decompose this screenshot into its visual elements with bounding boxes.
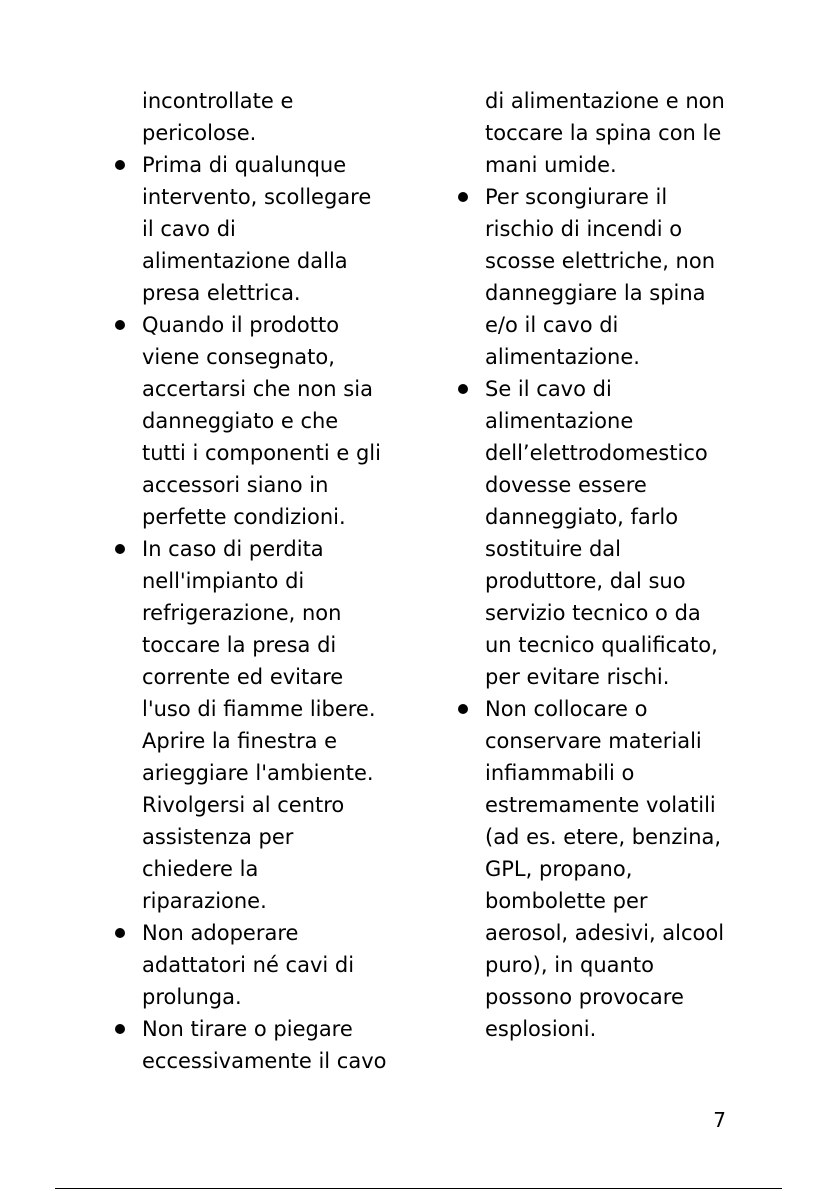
text-line [110, 629, 400, 661]
bullet-line [453, 373, 743, 405]
line-text: (ad es. etere, benzina, [485, 825, 722, 849]
line-text: Non collocare o [485, 697, 648, 721]
line-text: conservare materiali [485, 729, 702, 753]
line-text: dell’elettrodomestico [485, 441, 708, 465]
line-text: produttore, dal suo [485, 569, 686, 593]
text-line [453, 1013, 743, 1045]
line-text: GPL, propano, [485, 857, 633, 881]
bullet-line [453, 181, 743, 213]
left-column [110, 85, 400, 1077]
bullet-line [110, 149, 400, 181]
text-line [453, 629, 743, 661]
line-text: infiammabili o [485, 761, 635, 785]
text-line [110, 1045, 400, 1077]
line-text: rischio di incendi o [485, 217, 683, 241]
text-line [110, 277, 400, 309]
text-line [453, 437, 743, 469]
text-line [453, 661, 743, 693]
line-text: Prima di qualunque [142, 153, 347, 177]
text-line [110, 661, 400, 693]
line-text: possono provocare [485, 985, 684, 1009]
text-line [453, 789, 743, 821]
line-text: accessori siano in [142, 473, 329, 497]
line-text: perfette condizioni. [142, 505, 346, 529]
bullet-icon [115, 320, 125, 330]
text-line [110, 821, 400, 853]
line-text: arieggiare l'ambiente. [142, 761, 374, 785]
text-line [453, 981, 743, 1013]
bullet-icon [458, 384, 468, 394]
text-line [453, 309, 743, 341]
line-text: esplosioni. [485, 1017, 597, 1041]
line-text: incontrollate e [142, 89, 294, 113]
line-text: danneggiato e che [142, 409, 339, 433]
text-line [110, 437, 400, 469]
text-line [453, 533, 743, 565]
line-text: mani umide. [485, 153, 617, 177]
bullet-icon [458, 704, 468, 714]
text-line [110, 117, 400, 149]
line-text: per evitare rischi. [485, 665, 670, 689]
text-line [453, 949, 743, 981]
footer-divider [55, 1188, 782, 1189]
line-text: Per scongiurare il [485, 185, 668, 209]
bullet-line [110, 917, 400, 949]
line-text: prolunga. [142, 985, 242, 1009]
text-line [453, 853, 743, 885]
text-line [453, 245, 743, 277]
bullet-line [110, 1013, 400, 1045]
line-text: alimentazione [485, 409, 634, 433]
text-line [453, 821, 743, 853]
line-text: accertarsi che non sia [142, 377, 373, 401]
text-line [110, 789, 400, 821]
bullet-icon [115, 928, 125, 938]
line-text: refrigerazione, non [142, 601, 342, 625]
line-text: Non adoperare [142, 921, 299, 945]
line-text: chiedere la [142, 857, 259, 881]
text-line [453, 597, 743, 629]
line-text: adattatori né cavi di [142, 953, 355, 977]
line-text: In caso di perdita [142, 537, 324, 561]
line-text: di alimentazione e non [485, 89, 725, 113]
text-line [110, 213, 400, 245]
text-line [453, 213, 743, 245]
text-line [453, 917, 743, 949]
line-text: tutti i componenti e gli [142, 441, 381, 465]
line-text: viene consegnato, [142, 345, 335, 369]
text-line [453, 85, 743, 117]
text-line [110, 981, 400, 1013]
line-text: danneggiato, farlo [485, 505, 679, 529]
text-line [110, 693, 400, 725]
text-line [453, 565, 743, 597]
line-text: dovesse essere [485, 473, 647, 497]
line-text: corrente ed evitare [142, 665, 344, 689]
text-line [110, 565, 400, 597]
line-text: intervento, scollegare [142, 185, 372, 209]
line-text: Rivolgersi al centro [142, 793, 345, 817]
text-line [453, 149, 743, 181]
bullet-icon [115, 1024, 125, 1034]
bullet-line [110, 309, 400, 341]
text-line [110, 469, 400, 501]
text-line [453, 469, 743, 501]
text-line [110, 949, 400, 981]
text-line [110, 373, 400, 405]
line-text: puro), in quanto [485, 953, 654, 977]
text-line [453, 405, 743, 437]
line-text: nell'impianto di [142, 569, 305, 593]
text-line [110, 245, 400, 277]
text-line [453, 277, 743, 309]
line-text: servizio tecnico o da [485, 601, 701, 625]
line-text: e/o il cavo di [485, 313, 619, 337]
bullet-icon [115, 160, 125, 170]
text-line [453, 757, 743, 789]
line-text: un tecnico qualificato, [485, 633, 718, 657]
text-line [453, 885, 743, 917]
line-text: riparazione. [142, 889, 267, 913]
text-line [110, 885, 400, 917]
line-text: estremamente volatili [485, 793, 716, 817]
line-text: alimentazione dalla [142, 249, 348, 273]
line-text: bombolette per [485, 889, 648, 913]
line-text: danneggiare la spina [485, 281, 706, 305]
line-text: Aprire la finestra e [142, 729, 338, 753]
text-line [453, 501, 743, 533]
line-text: alimentazione. [485, 345, 640, 369]
line-text: toccare la spina con le [485, 121, 722, 145]
line-text: aerosol, adesivi, alcool [485, 921, 725, 945]
bullet-icon [458, 192, 468, 202]
right-column [453, 85, 743, 1045]
text-line [110, 725, 400, 757]
text-line [110, 757, 400, 789]
line-text: presa elettrica. [142, 281, 301, 305]
text-line [453, 117, 743, 149]
text-line [110, 85, 400, 117]
text-line [110, 341, 400, 373]
line-text: Quando il prodotto [142, 313, 340, 337]
text-line [110, 853, 400, 885]
bullet-icon [115, 544, 125, 554]
text-line [110, 501, 400, 533]
text-line [453, 725, 743, 757]
text-line [453, 341, 743, 373]
line-text: il cavo di [142, 217, 236, 241]
line-text: assistenza per [142, 825, 294, 849]
text-line [110, 405, 400, 437]
line-text: pericolose. [142, 121, 257, 145]
text-line [110, 597, 400, 629]
line-text: toccare la presa di [142, 633, 337, 657]
page-number: 7 [713, 1108, 726, 1132]
bullet-line [453, 693, 743, 725]
line-text: Non tirare o piegare [142, 1017, 353, 1041]
line-text: sostituire dal [485, 537, 621, 561]
bullet-line [110, 533, 400, 565]
line-text: scosse elettriche, non [485, 249, 716, 273]
text-line [110, 181, 400, 213]
line-text: Se il cavo di [485, 377, 612, 401]
line-text: eccessivamente il cavo [142, 1049, 387, 1073]
line-text: l'uso di fiamme libere. [142, 697, 376, 721]
